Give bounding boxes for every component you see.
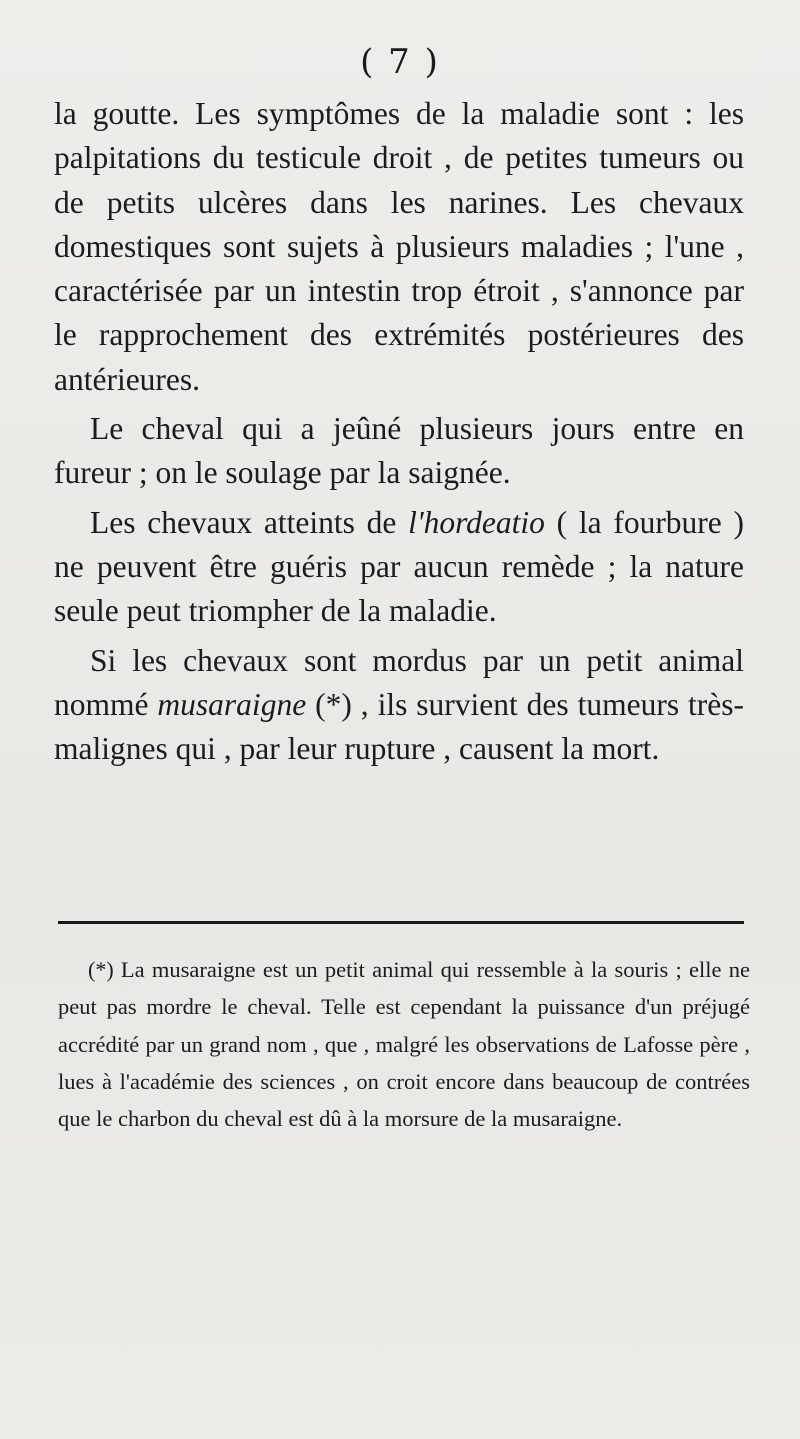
paragraph-3-text-end: ( la fourbure ) ne peuvent être guéris par aucun remède ; la nature seule peut triompher de la maladie. <box>54 504 744 629</box>
paragraph-4 <box>54 639 744 772</box>
paragraph-4-text-start: Si les chevaux sont mordus par un petit animal nommé <box>54 642 744 722</box>
paragraph-1: la goutte. Les symptômes de la maladie sont : les palpitations du testicule droit , de petites tumeurs ou de petits ulcères dans les narines. Les chevaux domestiques sont sujets à plusieurs maladies ; l'une , caractérisée par un intestin trop étroit , s'annonce par le rapprochement des extrémités postérieures des antérieures. <box>54 96 744 397</box>
paragraph-4-italic-term: musaraigne <box>157 686 307 722</box>
paragraph-3-italic-term: l'hordeatio <box>408 504 545 540</box>
paragraph-3 <box>54 501 744 634</box>
paragraph-2: Le cheval qui a jeûné plusieurs jours entre en fureur ; on le soulage par la saignée. <box>54 411 744 491</box>
footnote-separator-rule <box>58 921 744 924</box>
main-text <box>54 92 744 776</box>
footnote-marker: (*) <box>88 957 114 982</box>
paragraph-3-text-start: Les chevaux atteints de <box>90 504 409 540</box>
footnote-paragraph <box>58 951 750 1137</box>
footnote-text: La musaraigne est un petit animal qui ressemble à la souris ; elle ne peut pas mordre le cheval. Telle est cependant la puissance d'un préjugé accrédité par un grand nom , que , malgré les observations de Lafosse père , lues à l'académie des sciences , on croit encore dans beaucoup de contrées que le charbon du cheval est dû à la morsure de la musaraigne. <box>58 957 750 1132</box>
footnote <box>58 951 750 1137</box>
page-number: ( 7 ) <box>360 42 440 82</box>
paragraph-4-text-end: (*) , ils survient des tumeurs très-malignes qui , par leur rupture , causent la mort. <box>54 686 744 767</box>
